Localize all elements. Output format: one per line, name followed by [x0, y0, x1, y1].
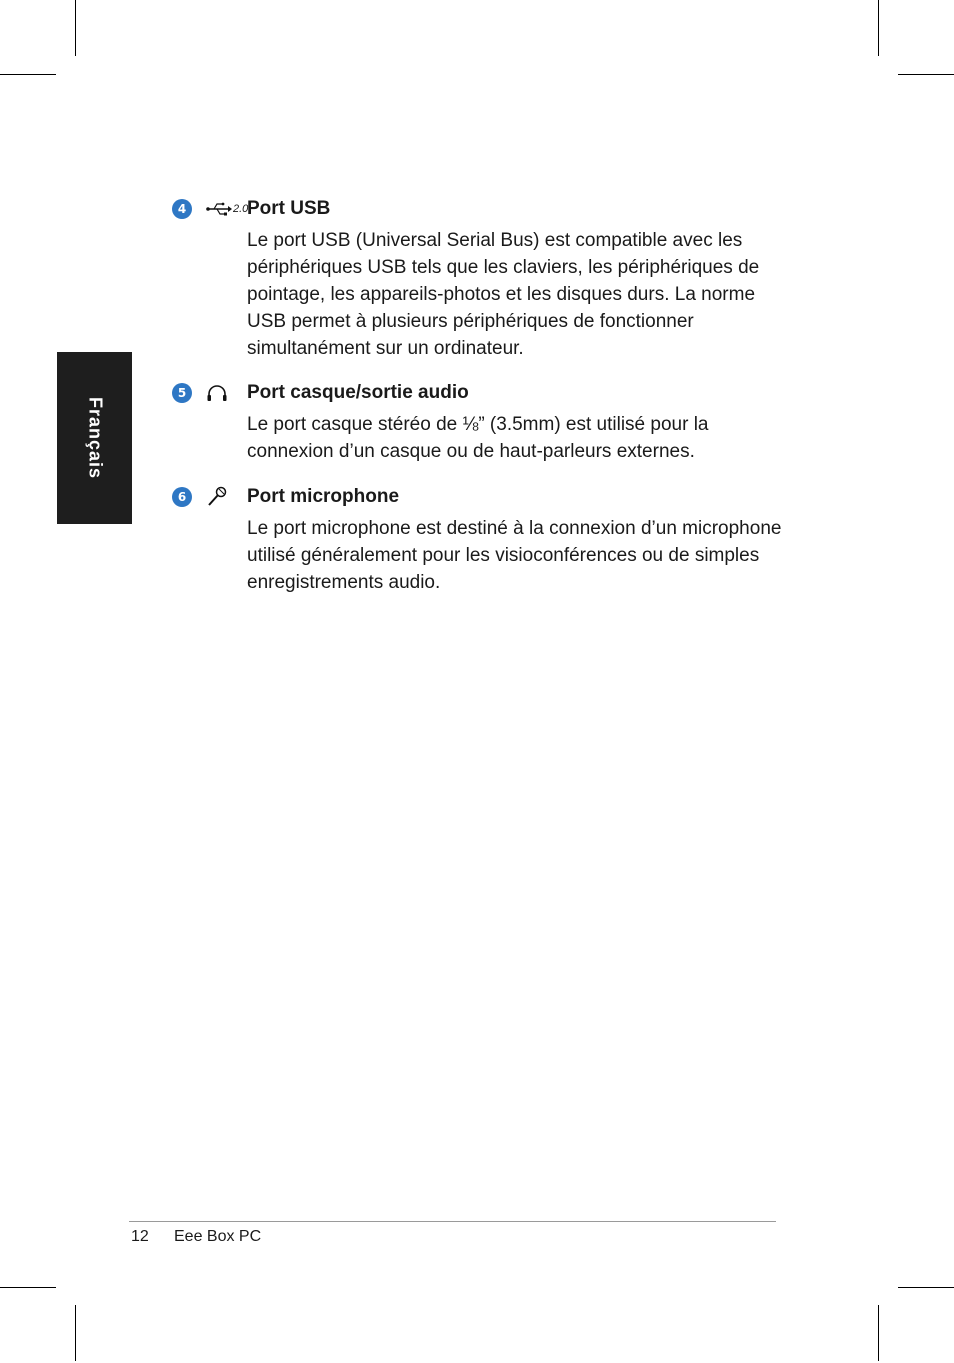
section-title: Port microphone — [247, 486, 400, 507]
crop-mark — [75, 1305, 76, 1361]
item-number-badge: 4 — [172, 199, 192, 219]
crop-mark — [898, 74, 954, 75]
section-title: Port USB — [247, 198, 331, 219]
section-description: Le port microphone est destiné à la connexion d’un microphone utilisé généralement pour les visioconférences ou de simples enregistrements audio. — [247, 518, 782, 593]
crop-mark — [898, 1287, 954, 1288]
product-name: Eee Box PC — [174, 1228, 262, 1245]
usb-icon — [206, 196, 248, 222]
language-label: Français — [85, 396, 105, 480]
crop-mark — [75, 0, 76, 56]
usb-port-section — [172, 196, 792, 366]
microphone-icon — [206, 484, 228, 510]
crop-mark — [0, 1287, 56, 1288]
language-tab — [57, 352, 132, 524]
item-number-badge: 5 — [172, 383, 192, 403]
microphone-port-section — [172, 484, 792, 604]
crop-mark — [878, 1305, 879, 1361]
item-number-badge: 6 — [172, 487, 192, 507]
headphone-port-section — [172, 380, 792, 470]
footer-divider — [129, 1221, 776, 1222]
headphone-icon — [206, 380, 228, 406]
page-number: 12 — [131, 1228, 149, 1245]
crop-mark — [0, 74, 56, 75]
crop-mark — [878, 0, 879, 56]
section-title: Port casque/sortie audio — [247, 382, 469, 403]
usb-version-label: 2.0 — [233, 203, 249, 215]
section-description: Le port casque stéréo de ⅛” (3.5mm) est utilisé pour la connexion d’un casque ou de haut-parleurs externes. — [247, 414, 709, 462]
section-description: Le port USB (Universal Serial Bus) est compatible avec les périphériques USB tels que les claviers, les périphériques de pointage, les appareils-photos et les disques durs. La norme USB permet à plusieurs périphériques de fonctionner simultanément sur un ordinateur. — [247, 230, 760, 359]
